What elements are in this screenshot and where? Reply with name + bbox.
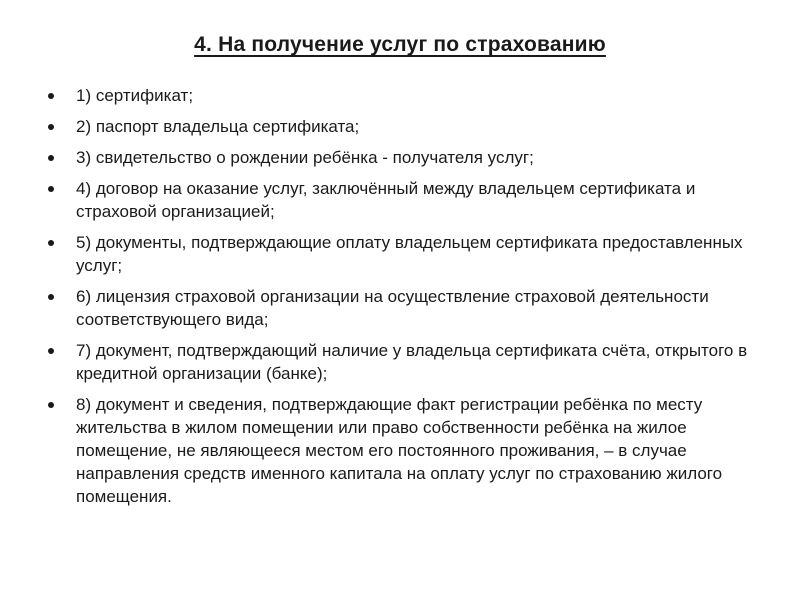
list-item (48, 393, 764, 508)
list-item (48, 231, 764, 277)
bullet-icon (48, 186, 54, 192)
list-item-text: 1) сертификат; (76, 86, 194, 105)
list-item-text: 3) свидетельство о рождении ребёнка - получателя услуг; (76, 148, 534, 167)
list-item (48, 146, 764, 169)
list-item (48, 339, 764, 385)
bullet-icon (48, 155, 54, 161)
list-item (48, 177, 764, 223)
bullet-icon (48, 124, 54, 130)
bullet-icon (48, 93, 54, 99)
list-item-text: 7) документ, подтверждающий наличие у владельца сертификата счёта, открытого в кредитной организации (банке); (76, 341, 748, 383)
list-item-text: 8) документ и сведения, подтверждающие факт регистрации ребёнка по месту жительства в жилом помещении или право собственности ребёнка на жилое помещение, не являющееся местом его постоянного проживания, – в случае направления средств именного капитала на оплату услуг по страхованию жилого помещения. (76, 395, 723, 506)
list-item-text: 4) договор на оказание услуг, заключённый между владельцем сертификата и страховой организацией; (76, 179, 696, 221)
slide-title: 4. На получение услуг по страхованию (194, 33, 606, 56)
requirements-list (48, 84, 764, 516)
bullet-icon (48, 240, 54, 246)
list-item-text: 5) документы, подтверждающие оплату владельцем сертификата предоставленных услуг; (76, 233, 743, 275)
list-item-text: 6) лицензия страховой организации на осуществление страховой деятельности соответствующего вида; (76, 287, 709, 329)
list-item (48, 84, 764, 107)
list-item (48, 285, 764, 331)
list-item (48, 115, 764, 138)
bullet-icon (48, 402, 54, 408)
bullet-icon (48, 348, 54, 354)
bullet-icon (48, 294, 54, 300)
list-item-text: 2) паспорт владельца сертификата; (76, 117, 360, 136)
